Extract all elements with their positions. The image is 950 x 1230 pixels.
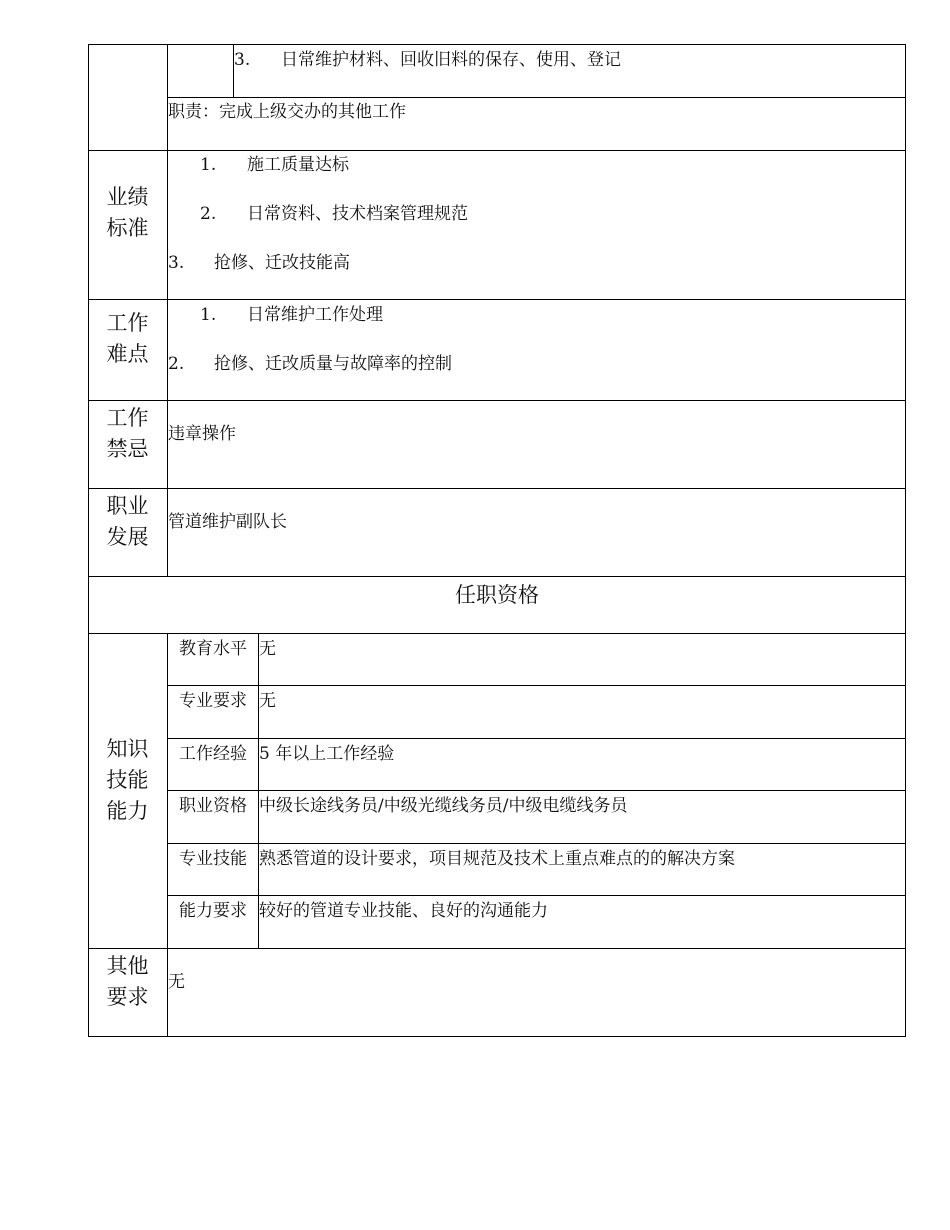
qualification-row-name: 专业要求 (179, 691, 247, 711)
performance-item-text: 抢修、迁改技能高 (214, 253, 350, 273)
career-text: 管道维护副队长 (168, 512, 287, 532)
performance-item-text: 施工质量达标 (247, 155, 349, 175)
performance-item-text: 日常资料、技术档案管理规范 (247, 204, 468, 224)
row-divider (88, 576, 906, 577)
qualification-row-value: 熟悉管道的设计要求，项目规范及技术上重点难点的的解决方案 (259, 849, 735, 869)
row-divider (167, 97, 906, 98)
qualification-label: 知识 技能 能力 (106, 737, 149, 823)
row-divider (88, 488, 906, 489)
qualification-title: 任职资格 (455, 583, 539, 607)
difficulty-item-text: 抢修、迁改质量与故障率的控制 (214, 354, 452, 374)
row-divider (88, 948, 906, 949)
col-divider (167, 44, 168, 577)
duty-item-text: 日常维护材料、回收旧料的保存、使用、登记 (281, 50, 621, 70)
other-label: 其他 要求 (106, 954, 149, 1009)
row-divider (167, 685, 906, 686)
career-label: 职业 发展 (106, 494, 149, 549)
qualification-row-name: 职业资格 (179, 796, 247, 816)
qualification-row-name: 专业技能 (179, 849, 247, 869)
job-description-table (88, 44, 906, 1037)
row-divider (167, 843, 906, 844)
performance-item-number: 1. (200, 155, 217, 175)
duty-item-number: 3. (234, 50, 251, 70)
qualification-row-value: 5 年以上工作经验 (259, 744, 395, 764)
row-divider (167, 738, 906, 739)
qualification-row-value: 中级长途线务员/中级光缆线务员/中级电缆线务员 (259, 796, 628, 816)
qualification-row-value: 无 (259, 691, 276, 711)
row-divider (88, 299, 906, 300)
row-divider (167, 895, 906, 896)
table-border-bottom (88, 1036, 906, 1037)
table-border-right (905, 44, 906, 1037)
row-divider (88, 633, 906, 634)
qualification-row-value: 无 (259, 639, 276, 659)
difficulty-item-number: 1. (200, 305, 217, 325)
performance-item-number: 3. (168, 253, 185, 273)
taboo-label: 工作 禁忌 (106, 406, 149, 461)
table-border-top (88, 44, 906, 45)
row-divider (88, 400, 906, 401)
qualification-row-name: 教育水平 (179, 639, 247, 659)
difficulty-item-number: 2. (168, 354, 185, 374)
qualification-row-value: 较好的管道专业技能、良好的沟通能力 (259, 901, 548, 921)
duty-other-text: 职责：完成上级交办的其他工作 (168, 102, 406, 122)
qualification-row-name: 工作经验 (179, 744, 247, 764)
row-divider (167, 790, 906, 791)
performance-label: 业绩 标准 (106, 185, 149, 240)
other-text: 无 (168, 972, 185, 992)
taboo-text: 违章操作 (168, 424, 236, 444)
difficulty-item-text: 日常维护工作处理 (247, 305, 383, 325)
difficulty-label: 工作 难点 (106, 311, 149, 366)
qualification-row-name: 能力要求 (179, 901, 247, 921)
performance-item-number: 2. (200, 204, 217, 224)
row-divider (88, 150, 906, 151)
